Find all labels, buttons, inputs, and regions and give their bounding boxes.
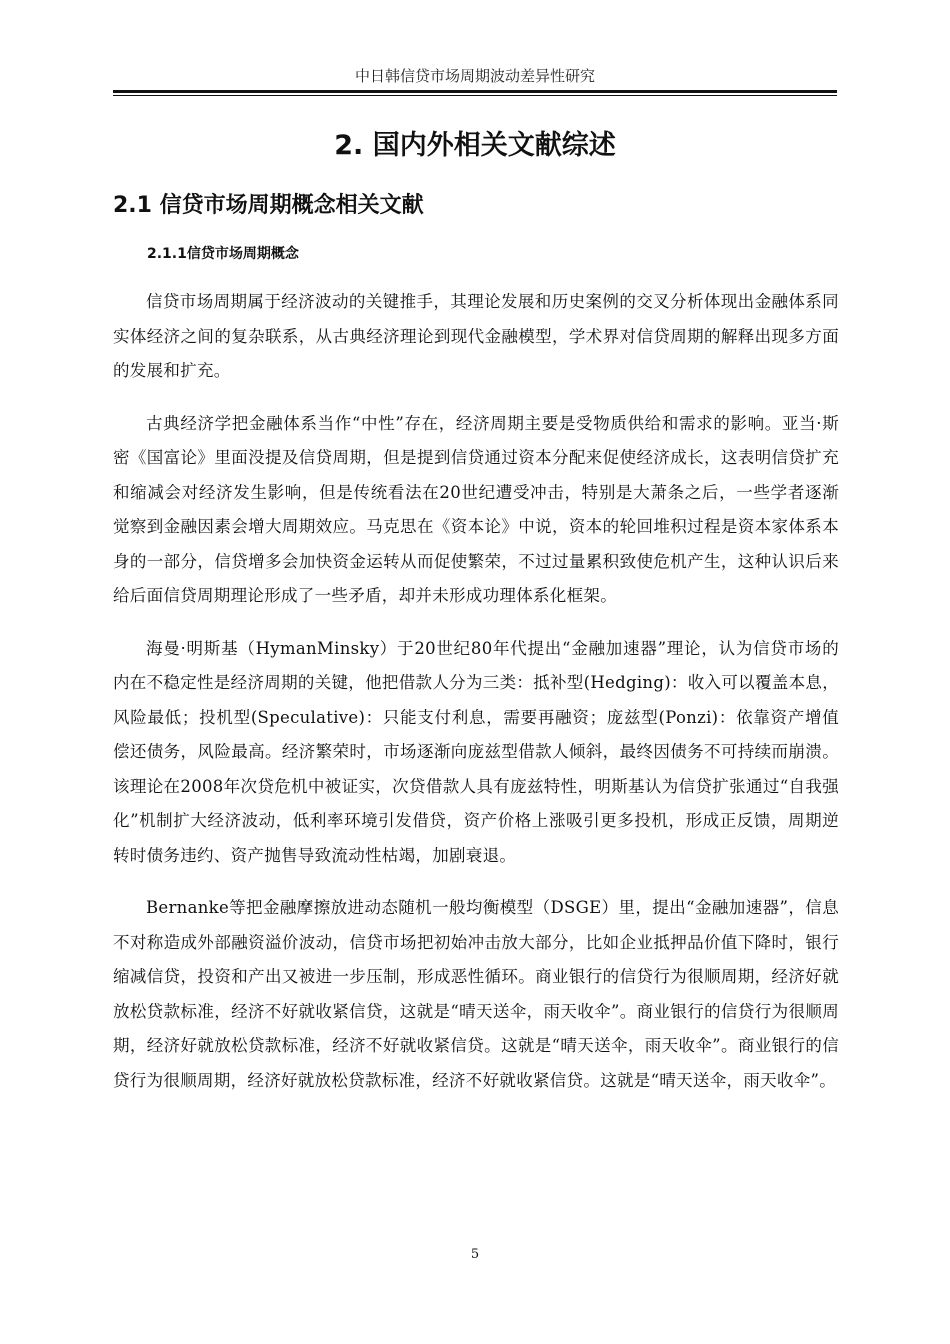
chapter-title: 2. 国内外相关文献综述 (334, 130, 616, 161)
subsection-title: 2.1.1信贷市场周期概念 (147, 246, 299, 262)
paragraph-bernanke: Bernanke等把金融摩擦放进动态随机一般均衡模型（DSGE）里，提出“金融加速器”，信息不对称造成外部融资溢价波动，信贷市场把初始冲击放大部分，比如企业抵押品价值下降时，银行缩减信贷，投资和产出又被进一步压制，形成恶性循环。商业银行的信贷行为很顺周期，经济好就放松贷款标准，经济不好就收紧信贷，这就是“晴天送伞，雨天收伞”。商业银行的信贷行为很顺周期，经济好就放松贷款标准，经济不好就收紧信贷。这就是“晴天送伞，雨天收伞”。商业银行的信贷行为很顺周期，经济好就放松贷款标准，经济不好就收紧信贷。这就是“晴天送伞，雨天收伞”。 (113, 898, 839, 1090)
paragraph-minsky: 海曼·明斯基（HymanMinsky）于20世纪80年代提出“金融加速器”理论，认为信贷市场的内在不稳定性是经济周期的关键，他把借款人分为三类：抵补型(Hedging)：收入可以覆盖本息，风险最低；投机型(Speculative)：只能支付利息，需要再融资；庞兹型(Ponzi)：依靠资产增值偿还债务，风险最高。经济繁荣时，市场逐渐向庞兹型借款人倾斜，最终因债务不可持续而崩溃。 该理论在2008年次贷危机中被证实，次贷借款人具有庞兹特性，明斯基认为信贷扩张通过“自我强化”机制扩大经济波动，低利率环境引发借贷，资产价格上涨吸引更多投机，形成正反馈，周期逆转时债务违约、资产抛售导致流动性枯竭，加剧衰退。 (113, 638, 839, 865)
paragraph-intro: 信贷市场周期属于经济波动的关键推手，其理论发展和历史案例的交叉分析体现出金融体系同实体经济之间的复杂联系，从古典经济理论到现代金融模型，学术界对信贷周期的解释出现多方面的发展和扩充。 (113, 292, 839, 380)
header-rule-thick (113, 90, 837, 93)
page-number: 5 (470, 1247, 480, 1262)
running-header: 中日韩信贷市场周期波动差异性研究 (354, 67, 595, 85)
section-title: 2.1 信贷市场周期概念相关文献 (113, 193, 424, 218)
paragraph-classical-economics: 古典经济学把金融体系当作“中性”存在，经济周期主要是受物质供给和需求的影响。亚当·斯密《国富论》里面没提及信贷周期，但是提到信贷通过资本分配来促使经济成长，这表明信贷扩充和缩减会对经济发生影响，但是传统看法在20世纪遭受冲击，特别是大萧条之后，一些学者逐渐觉察到金融因素会增大周期效应。马克思在《资本论》中说，资本的轮回堆积过程是资本家体系本身的一部分，信贷增多会加快资金运转从而促使繁荣，不过过量累积致使危机产生，这种认识后来给后面信贷周期理论形成了一些矛盾，却并未形成功理体系化框架。 (113, 413, 839, 605)
body-text (113, 285, 839, 1116)
header-rule-thin (113, 95, 837, 96)
